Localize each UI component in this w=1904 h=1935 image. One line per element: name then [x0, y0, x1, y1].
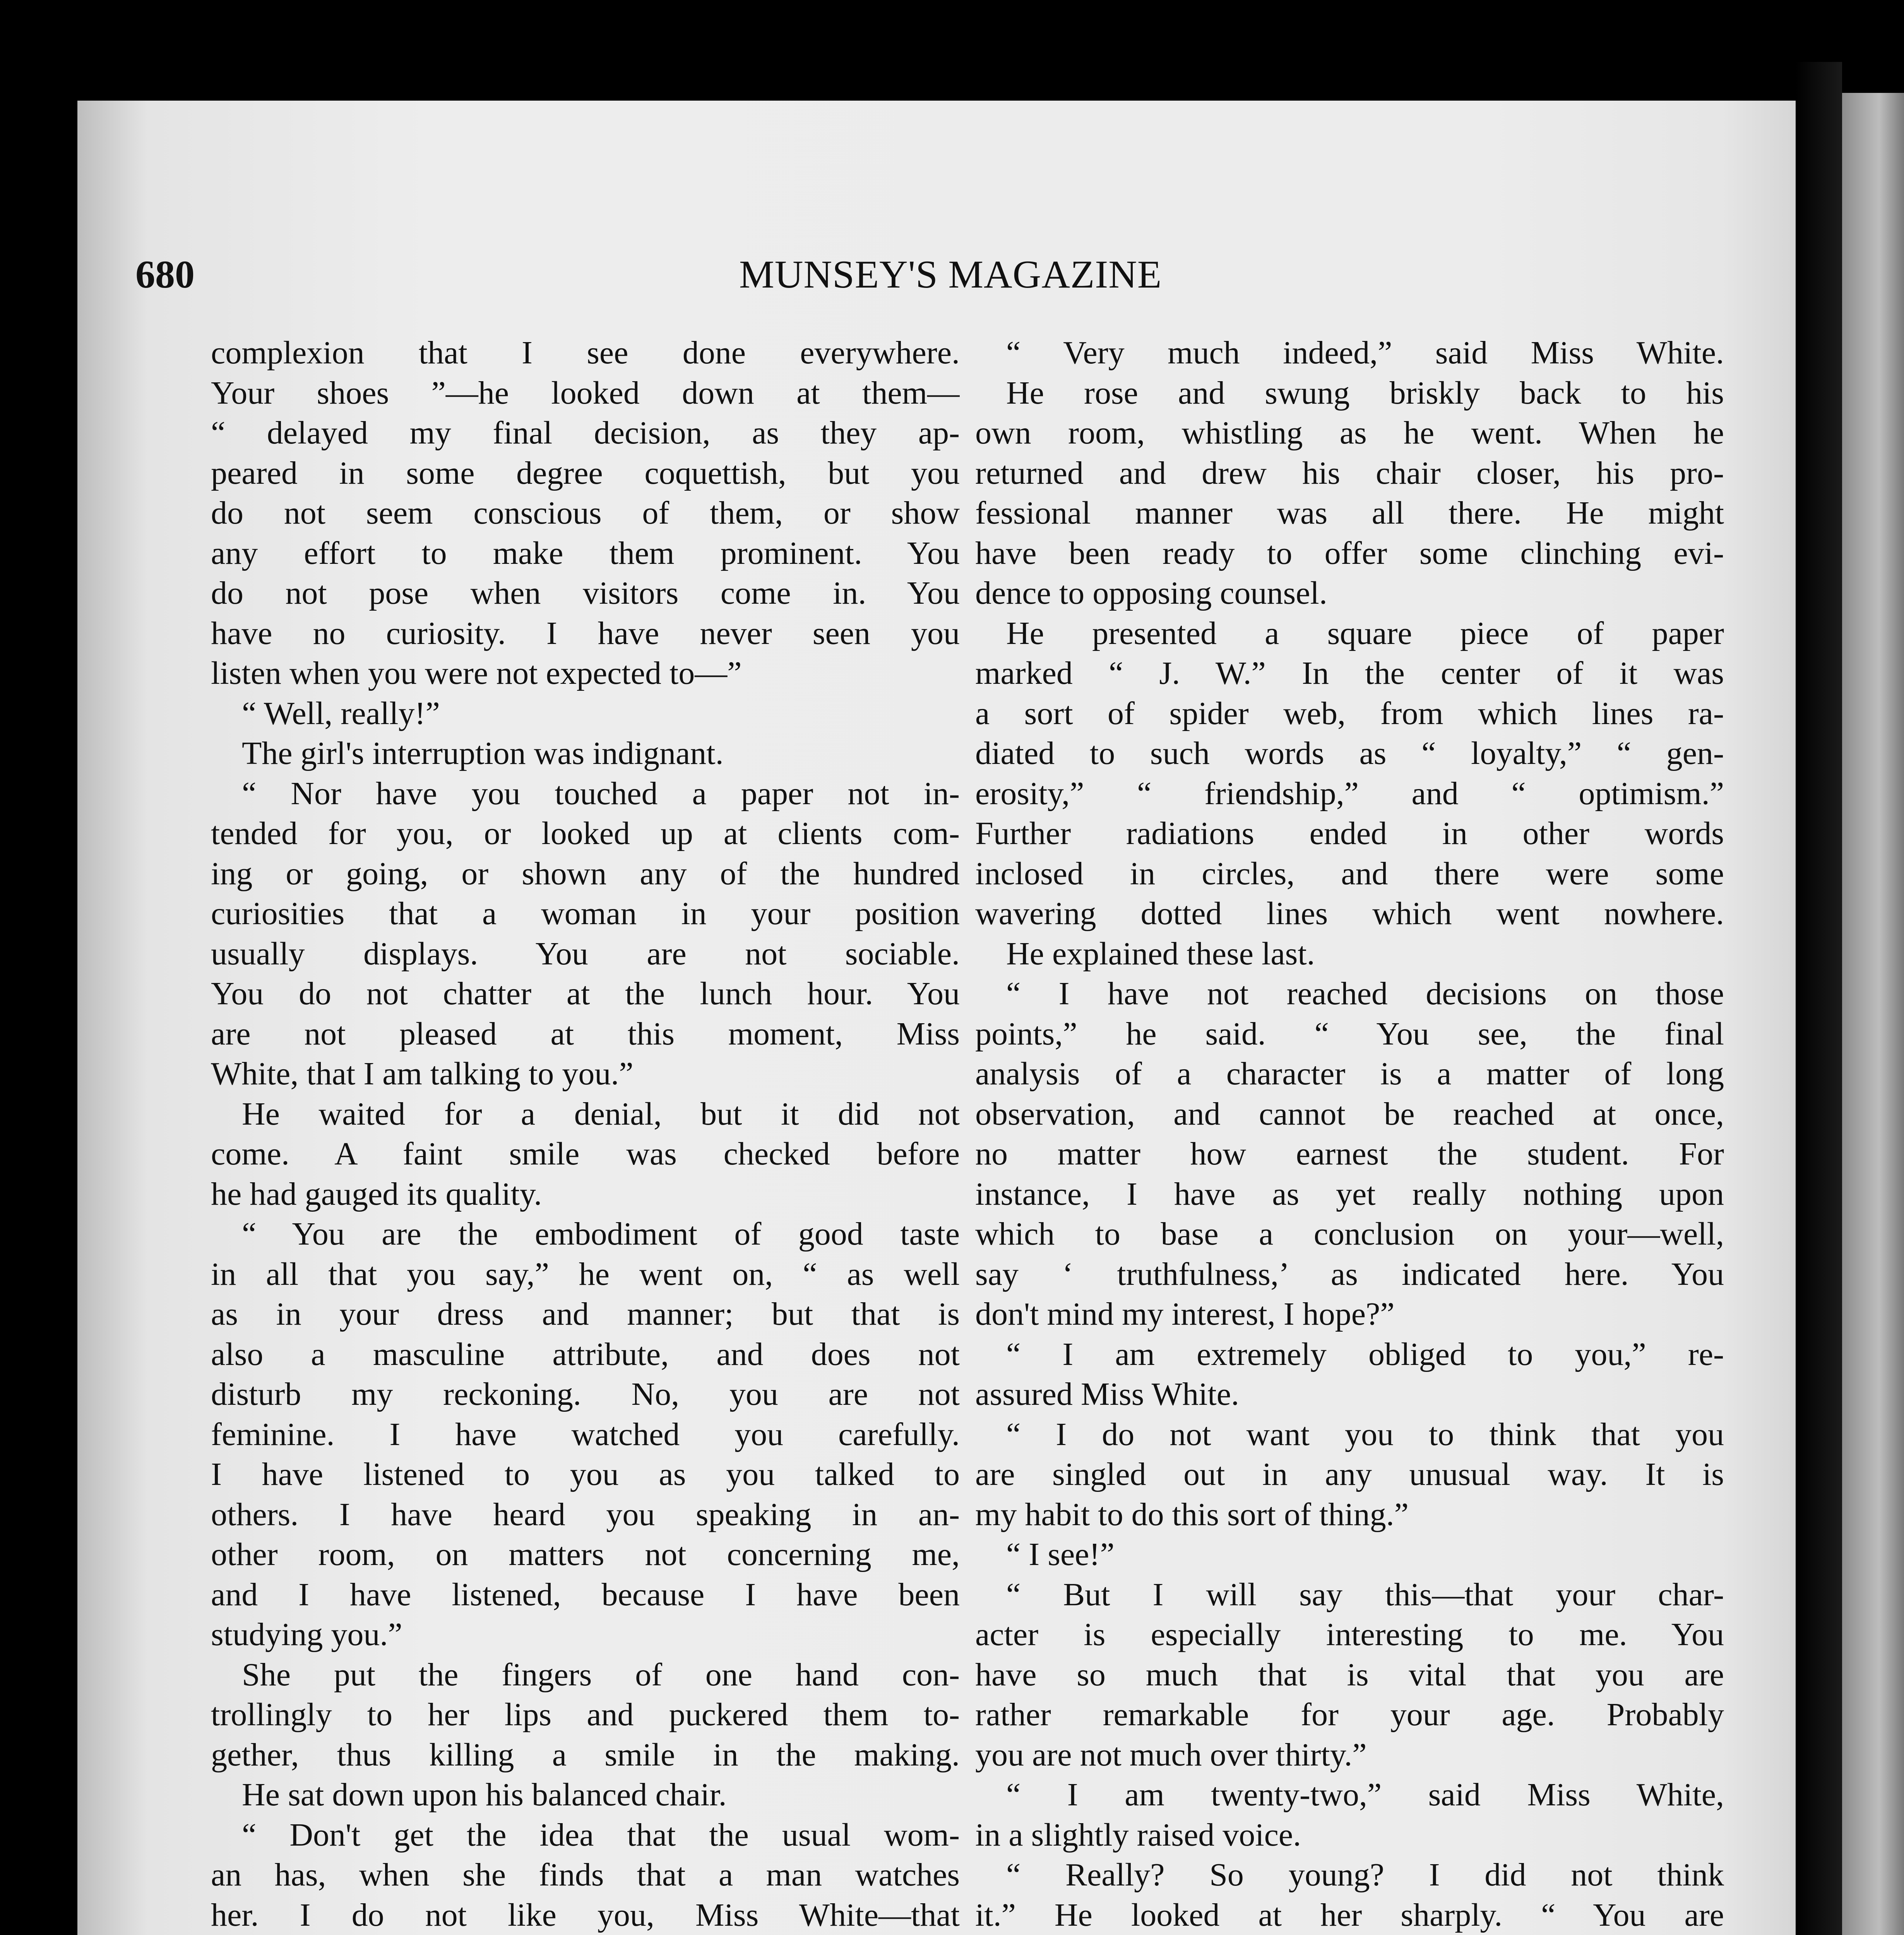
text-line: acter is especially interesting to me. You: [975, 1616, 1724, 1652]
text-line: studying you.”: [211, 1616, 402, 1652]
text-line: “ I do not want you to think that you: [1006, 1416, 1724, 1452]
text-line: He sat down upon his balanced chair.: [242, 1777, 727, 1813]
text-line: I have listened to you as you talked to: [211, 1456, 960, 1492]
text-line: “ You are the embodiment of good taste: [242, 1216, 960, 1252]
text-line: He waited for a denial, but it did not: [242, 1096, 960, 1132]
text-line: erosity,” “ friendship,” and “ optimism.”: [975, 775, 1724, 812]
text-line: own room, whistling as he went. When he: [975, 415, 1724, 451]
text-line: ing or going, or shown any of the hundred: [211, 855, 960, 892]
text-line: White, that I am talking to you.”: [211, 1056, 634, 1092]
text-line: “ I am twenty-two,” said Miss White,: [1006, 1777, 1724, 1813]
text-line: She put the fingers of one hand con-: [242, 1656, 960, 1693]
text-line: are singled out in any unusual way. It is: [975, 1456, 1724, 1492]
text-line: gether, thus killing a smile in the making.: [211, 1736, 960, 1773]
text-line: a sort of spider web, from which lines ra-: [975, 695, 1724, 731]
text-line: He explained these last.: [1006, 935, 1315, 972]
text-line: feminine. I have watched you carefully.: [211, 1416, 960, 1452]
text-line: fessional manner was all there. He might: [975, 495, 1724, 531]
facing-page-edge: [1842, 93, 1904, 1935]
text-line: “ I have not reached decisions on those: [1006, 976, 1724, 1012]
text-line: rather remarkable for your age. Probably: [975, 1697, 1724, 1733]
text-line: her. I do not like you, Miss White—that: [211, 1897, 960, 1933]
text-line: others. I have heard you speaking in an-: [211, 1496, 960, 1533]
page-header: [135, 248, 1703, 302]
text-line: observation, and cannot be reached at once,: [975, 1096, 1724, 1132]
text-line: “ delayed my final decision, as they ap-: [211, 415, 960, 451]
text-line: curiosities that a woman in your position: [211, 896, 960, 932]
text-line: no matter how earnest the student. For: [975, 1136, 1724, 1172]
text-line: say ‘ truthfulness,’ as indicated here. You: [975, 1256, 1724, 1292]
text-line: peared in some degree coquettish, but you: [211, 455, 960, 491]
text-line: “ Really? So young? I did not think: [1006, 1857, 1724, 1893]
text-line: are not pleased at this moment, Miss: [211, 1015, 960, 1052]
text-line: any effort to make them prominent. You: [211, 535, 960, 571]
text-line: do not pose when visitors come in. You: [211, 575, 960, 611]
text-line: “ But I will say this—that your char-: [1006, 1576, 1724, 1613]
text-line: He presented a square piece of paper: [1006, 615, 1724, 651]
text-line: complexion that I see done everywhere.: [211, 335, 960, 371]
text-line: You do not chatter at the lunch hour. You: [211, 976, 960, 1012]
text-line: in a slightly raised voice.: [975, 1817, 1301, 1853]
text-line: trollingly to her lips and puckered them to-: [211, 1697, 960, 1733]
text-line: which to base a conclusion on your—well,: [975, 1216, 1724, 1252]
text-line: points,” he said. “ You see, the final: [975, 1015, 1724, 1052]
left-text-column: [211, 333, 960, 1935]
text-line: dence to opposing counsel.: [975, 575, 1327, 611]
text-line: listen when you were not expected to—”: [211, 655, 742, 691]
text-line: disturb my reckoning. No, you are not: [211, 1376, 960, 1412]
text-line: marked “ J. W.” In the center of it was: [975, 655, 1724, 691]
text-line: “ Nor have you touched a paper not in-: [242, 775, 960, 812]
text-line: don't mind my interest, I hope?”: [975, 1296, 1395, 1332]
text-line: “ Very much indeed,” said Miss White.: [1006, 335, 1724, 371]
text-line: and I have listened, because I have been: [211, 1576, 960, 1613]
text-line: “ I see!”: [1006, 1536, 1115, 1572]
text-line: Your shoes ”—he looked down at them—: [211, 375, 960, 411]
text-line: other room, on matters not concerning me,: [211, 1536, 960, 1572]
text-line: do not seem conscious of them, or show: [211, 495, 960, 531]
text-line: also a masculine attribute, and does not: [211, 1336, 960, 1372]
text-line: The girl's interruption was indignant.: [242, 735, 724, 771]
text-line: have so much that is vital that you are: [975, 1656, 1724, 1693]
text-line: in all that you say,” he went on, “ as well: [211, 1256, 960, 1292]
text-line: assured Miss White.: [975, 1376, 1240, 1412]
text-line: “ Don't get the idea that the usual wom-: [242, 1817, 960, 1853]
book-gutter: [1796, 62, 1842, 1935]
text-line: have been ready to offer some clinching evi-: [975, 535, 1724, 571]
text-line: he had gauged its quality.: [211, 1176, 542, 1212]
text-line: “ I am extremely obliged to you,” re-: [1006, 1336, 1724, 1372]
text-line: it.” He looked at her sharply. “ You are: [975, 1897, 1724, 1933]
text-line: instance, I have as yet really nothing upon: [975, 1176, 1724, 1212]
running-title: MUNSEY'S MAGAZINE: [739, 253, 1162, 296]
text-line: tended for you, or looked up at clients com-: [211, 815, 960, 851]
text-line: inclosed in circles, and there were some: [975, 855, 1724, 892]
text-line: come. A faint smile was checked before: [211, 1136, 960, 1172]
right-text-column: [975, 333, 1724, 1935]
text-line: “ Well, really!”: [242, 695, 440, 731]
text-line: my habit to do this sort of thing.”: [975, 1496, 1409, 1533]
text-line: analysis of a character is a matter of long: [975, 1056, 1724, 1092]
text-line: as in your dress and manner; but that is: [211, 1296, 960, 1332]
text-line: an has, when she finds that a man watches: [211, 1857, 960, 1893]
page-number: 680: [135, 253, 195, 296]
text-line: returned and drew his chair closer, his pro-: [975, 455, 1724, 491]
text-line: diated to such words as “ loyalty,” “ gen-: [975, 735, 1724, 771]
text-line: He rose and swung briskly back to his: [1006, 375, 1724, 411]
text-line: usually displays. You are not sociable.: [211, 935, 960, 972]
text-line: Further radiations ended in other words: [975, 815, 1724, 851]
text-line: you are not much over thirty.”: [975, 1736, 1367, 1773]
text-line: wavering dotted lines which went nowhere.: [975, 896, 1724, 932]
text-line: have no curiosity. I have never seen you: [211, 615, 960, 651]
